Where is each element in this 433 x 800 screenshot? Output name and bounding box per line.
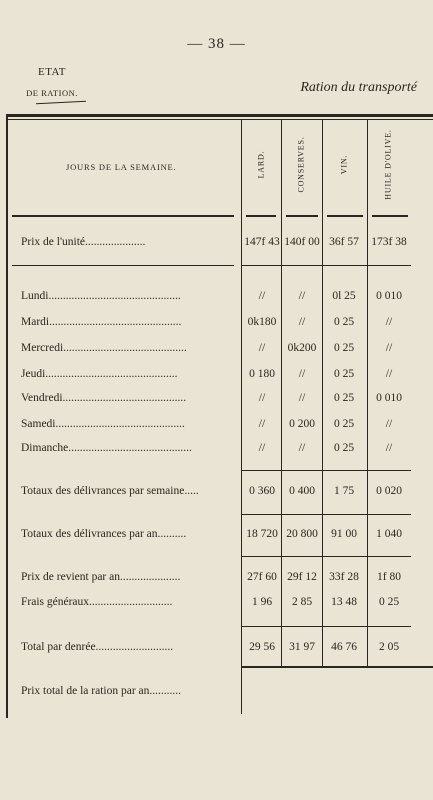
cell-lard: // bbox=[258, 290, 266, 302]
cell-lard: 0 180 bbox=[249, 368, 275, 380]
cell-huile: // bbox=[385, 342, 393, 354]
column-header-vin: VIN. bbox=[339, 154, 349, 175]
table-row-samedi bbox=[0, 418, 433, 434]
row-label: Samedi............................................. bbox=[21, 418, 185, 430]
row-label: Frais généraux............................. bbox=[21, 596, 173, 608]
section-rule bbox=[12, 265, 234, 266]
cell-conserves: // bbox=[298, 316, 306, 328]
cell-lard: // bbox=[258, 418, 266, 430]
cell-vin: 33f 28 bbox=[329, 571, 359, 583]
cell-lard: // bbox=[258, 392, 266, 404]
header-rule bbox=[246, 215, 276, 217]
row-label: Prix de l'unité..................... bbox=[21, 236, 146, 248]
row-label: Dimanche........................................... bbox=[21, 442, 192, 454]
cell-vin: 91 00 bbox=[331, 528, 357, 540]
row-label: Lundi.............................................. bbox=[21, 290, 181, 302]
table-row-lundi bbox=[0, 290, 433, 306]
cell-conserves: // bbox=[298, 290, 306, 302]
cell-vin: 0 25 bbox=[333, 392, 355, 404]
table-top-rule-thin bbox=[6, 119, 433, 120]
cell-vin: 0 25 bbox=[333, 368, 355, 380]
header-rule bbox=[327, 215, 363, 217]
cell-lard: 0 360 bbox=[249, 485, 275, 497]
column-header-huile: HUILE D'OLIVE. bbox=[383, 129, 393, 200]
table-row-prix-unite bbox=[0, 236, 433, 252]
cell-vin: 46 76 bbox=[331, 641, 357, 653]
table-row-mardi bbox=[0, 316, 433, 332]
row-label: Totaux des délivrances par semaine..... bbox=[21, 485, 199, 497]
header-rule bbox=[372, 215, 408, 217]
cell-lard: 1 96 bbox=[251, 596, 273, 608]
cell-vin: 0l 25 bbox=[332, 290, 356, 302]
cell-vin: 0 25 bbox=[333, 342, 355, 354]
header-rule bbox=[12, 215, 234, 217]
table-left-border bbox=[6, 114, 8, 718]
table-row-mercredi bbox=[0, 342, 433, 358]
cell-conserves: 29f 12 bbox=[287, 571, 317, 583]
row-label: Totaux des délivrances par an.......... bbox=[21, 528, 187, 540]
section-rule bbox=[241, 626, 411, 627]
cell-huile: // bbox=[385, 316, 393, 328]
cell-conserves: 2 85 bbox=[291, 596, 313, 608]
cell-huile: 0 25 bbox=[378, 596, 400, 608]
row-header: JOURS DE LA SEMAINE. bbox=[66, 162, 177, 172]
section-rule bbox=[241, 556, 411, 557]
cell-lard: 27f 60 bbox=[247, 571, 277, 583]
cell-conserves: 31 97 bbox=[289, 641, 315, 653]
table-row-totaux-semaine bbox=[0, 485, 433, 501]
section-rule bbox=[241, 470, 411, 471]
row-label: Mardi.............................................. bbox=[21, 316, 182, 328]
cell-conserves: 140f 00 bbox=[284, 236, 320, 248]
table-bottom-rule bbox=[241, 666, 433, 668]
table-row-dimanche bbox=[0, 442, 433, 458]
row-label: Vendredi........................................... bbox=[21, 392, 187, 404]
cell-vin: 0 25 bbox=[333, 418, 355, 430]
row-label: Mercredi........................................... bbox=[21, 342, 187, 354]
table-row-prix-total-ration bbox=[0, 685, 433, 701]
column-header-conserves: CONSERVES. bbox=[296, 136, 306, 193]
row-label: Prix total de la ration par an........... bbox=[21, 685, 182, 697]
cell-conserves: // bbox=[298, 392, 306, 404]
cell-lard: 18 720 bbox=[246, 528, 278, 540]
cell-conserves: // bbox=[298, 442, 306, 454]
cell-huile: 2 05 bbox=[378, 641, 400, 653]
cell-huile: 0 010 bbox=[376, 392, 402, 404]
section-rule bbox=[241, 514, 411, 515]
cell-conserves: 20 800 bbox=[286, 528, 318, 540]
header-rule bbox=[286, 215, 318, 217]
page-number: — 38 — bbox=[187, 36, 246, 52]
table-row-vendredi bbox=[0, 392, 433, 408]
cell-lard: // bbox=[258, 442, 266, 454]
etat-line1: ETAT bbox=[37, 66, 66, 78]
etat-heading bbox=[22, 62, 82, 104]
cell-huile: 1f 80 bbox=[377, 571, 401, 583]
cell-lard: 29 56 bbox=[249, 641, 275, 653]
table-row-prix-revient bbox=[0, 571, 433, 587]
cell-vin: 36f 57 bbox=[329, 236, 359, 248]
section-rule bbox=[241, 265, 411, 266]
table-subtitle: Ration du transporté bbox=[300, 80, 417, 95]
cell-huile: 173f 38 bbox=[371, 236, 407, 248]
cell-huile: // bbox=[385, 418, 393, 430]
column-divider bbox=[241, 120, 242, 714]
column-header-lard: LARD. bbox=[256, 150, 266, 179]
table-row-totaux-an bbox=[0, 528, 433, 544]
row-label: Total par denrée........................... bbox=[21, 641, 174, 653]
etat-line2: DE RATION. bbox=[26, 88, 78, 98]
table-row-jeudi bbox=[0, 368, 433, 384]
cell-huile: // bbox=[385, 442, 393, 454]
table-top-rule bbox=[6, 114, 433, 117]
cell-huile: 0 010 bbox=[376, 290, 402, 302]
cell-vin: 0 25 bbox=[333, 316, 355, 328]
cell-huile: 0 020 bbox=[376, 485, 402, 497]
cell-huile: 1 040 bbox=[376, 528, 402, 540]
row-label: Prix de revient par an..................... bbox=[21, 571, 181, 583]
cell-lard: 0k180 bbox=[247, 316, 277, 328]
cell-conserves: 0 400 bbox=[289, 485, 315, 497]
cell-vin: 1 75 bbox=[333, 485, 355, 497]
cell-huile: // bbox=[385, 368, 393, 380]
cell-conserves: // bbox=[298, 368, 306, 380]
cell-lard: 147f 43 bbox=[244, 236, 280, 248]
row-label: Jeudi.............................................. bbox=[21, 368, 178, 380]
table-row-frais-generaux bbox=[0, 596, 433, 612]
cell-conserves: 0 200 bbox=[289, 418, 315, 430]
table-row-total-denree bbox=[0, 641, 433, 657]
cell-vin: 0 25 bbox=[333, 442, 355, 454]
cell-lard: // bbox=[258, 342, 266, 354]
cell-conserves: 0k200 bbox=[287, 342, 317, 354]
cell-vin: 13 48 bbox=[331, 596, 357, 608]
